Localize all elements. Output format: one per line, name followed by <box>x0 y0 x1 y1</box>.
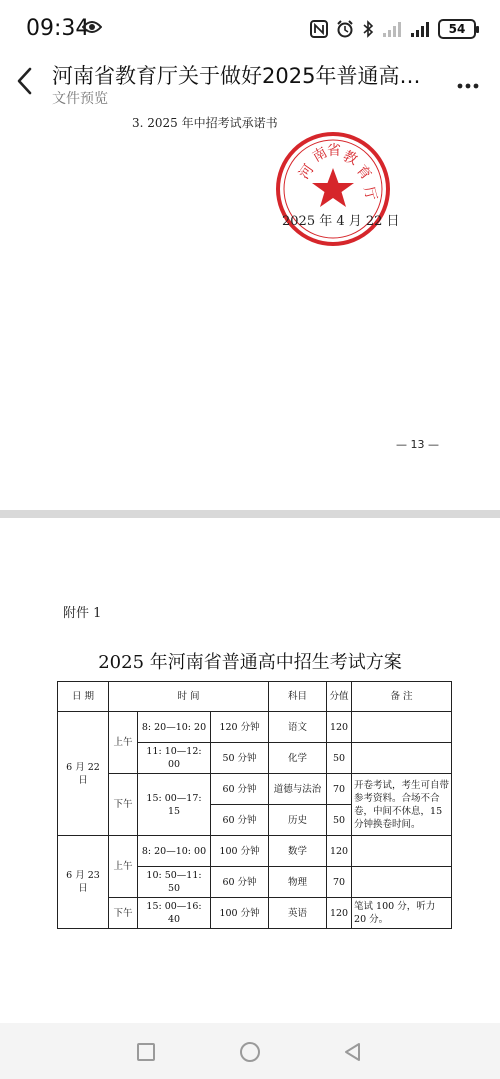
remark-cell: 笔试 100 分，听力 20 分。 <box>352 898 452 929</box>
back-arrow-icon[interactable] <box>12 64 38 98</box>
score-cell: 50 <box>327 743 352 774</box>
remark-cell <box>352 867 452 898</box>
duration-cell: 60 分钟 <box>211 805 269 836</box>
remark-cell <box>352 743 452 774</box>
score-cell: 50 <box>327 805 352 836</box>
svg-text:教: 教 <box>340 148 360 169</box>
document-page-annex <box>0 518 500 1023</box>
table-header-row <box>58 682 452 712</box>
score-cell: 120 <box>327 836 352 867</box>
svg-text:育: 育 <box>352 162 375 184</box>
subject-cell: 化学 <box>269 743 327 774</box>
annex-label: 附件 1 <box>63 606 102 621</box>
period-cell: 上午 <box>109 712 138 774</box>
eye-icon <box>82 20 102 34</box>
time-cell: 15: 00—16: 40 <box>138 898 211 929</box>
battery-level: 54 <box>448 22 466 36</box>
signal-icon-2 <box>410 20 430 38</box>
bluetooth-icon <box>362 20 374 38</box>
table-row <box>58 774 452 805</box>
duration-cell: 60 分钟 <box>211 867 269 898</box>
subject-cell: 语文 <box>269 712 327 743</box>
duration-cell: 50 分钟 <box>211 743 269 774</box>
system-nav-bar <box>0 1023 500 1079</box>
remark-cell <box>352 712 452 743</box>
time-cell: 8: 20—10: 00 <box>138 836 211 867</box>
header-date: 日 期 <box>58 682 109 712</box>
recent-apps-icon[interactable] <box>137 1043 155 1061</box>
document-title: 河南省教育厅关于做好2025年普通高… <box>52 64 421 88</box>
score-cell: 70 <box>327 867 352 898</box>
home-icon[interactable] <box>240 1042 260 1062</box>
attachment-item-line: 3. 2025 年中招考试承诺书 <box>132 116 278 130</box>
subject-cell: 物理 <box>269 867 327 898</box>
table-row <box>58 712 452 743</box>
signature-date: 2025 年 4 月 22 日 <box>282 214 400 229</box>
title-bar <box>0 56 500 112</box>
svg-text:南: 南 <box>310 144 331 166</box>
period-cell: 下午 <box>109 898 138 929</box>
duration-cell: 100 分钟 <box>211 836 269 867</box>
more-options-icon[interactable] <box>456 66 480 96</box>
remark-cell <box>352 836 452 867</box>
time-cell: 15: 00—17: 15 <box>138 774 211 836</box>
header-score: 分值 <box>327 682 352 712</box>
subject-cell: 历史 <box>269 805 327 836</box>
duration-cell: 60 分钟 <box>211 774 269 805</box>
period-cell: 上午 <box>109 836 138 898</box>
svg-text:厅: 厅 <box>360 184 380 203</box>
svg-text:河: 河 <box>296 161 318 183</box>
nfc-icon <box>310 20 328 38</box>
status-time: 09:34 <box>26 16 90 41</box>
page-separator <box>0 510 500 518</box>
page-number: — 13 — <box>396 438 439 451</box>
table-row <box>58 836 452 867</box>
date-cell: 6 月 22 日 <box>58 712 109 836</box>
duration-cell: 100 分钟 <box>211 898 269 929</box>
score-cell: 70 <box>327 774 352 805</box>
plan-title: 2025 年河南省普通高中招生考试方案 <box>98 652 402 673</box>
header-subject: 科目 <box>269 682 327 712</box>
nav-back-icon[interactable] <box>343 1042 363 1062</box>
official-seal-icon <box>274 130 392 248</box>
signal-icon-1 <box>382 20 402 38</box>
document-page-preceding <box>0 112 500 510</box>
subject-cell: 英语 <box>269 898 327 929</box>
status-icons <box>310 18 476 40</box>
time-cell: 10: 50—11: 50 <box>138 867 211 898</box>
score-cell: 120 <box>327 712 352 743</box>
time-cell: 11: 10—12: 00 <box>138 743 211 774</box>
header-time: 时 间 <box>109 682 269 712</box>
svg-text:省: 省 <box>327 143 341 159</box>
score-cell: 120 <box>327 898 352 929</box>
duration-cell: 120 分钟 <box>211 712 269 743</box>
exam-schedule-table <box>57 681 452 929</box>
header-remarks: 备 注 <box>352 682 452 712</box>
alarm-icon <box>336 20 354 38</box>
time-cell: 8: 20—10: 20 <box>138 712 211 743</box>
table-row <box>58 898 452 929</box>
status-bar <box>0 0 500 56</box>
remark-cell: 开卷考试，考生可自带参考资料。合场不合卷，中间不休息，15 分钟换卷时间。 <box>352 774 452 836</box>
subject-cell: 道德与法治 <box>269 774 327 805</box>
document-subtitle: 文件预览 <box>52 91 108 107</box>
period-cell: 下午 <box>109 774 138 836</box>
date-cell: 6 月 23 日 <box>58 836 109 929</box>
battery-icon <box>438 19 476 39</box>
subject-cell: 数学 <box>269 836 327 867</box>
